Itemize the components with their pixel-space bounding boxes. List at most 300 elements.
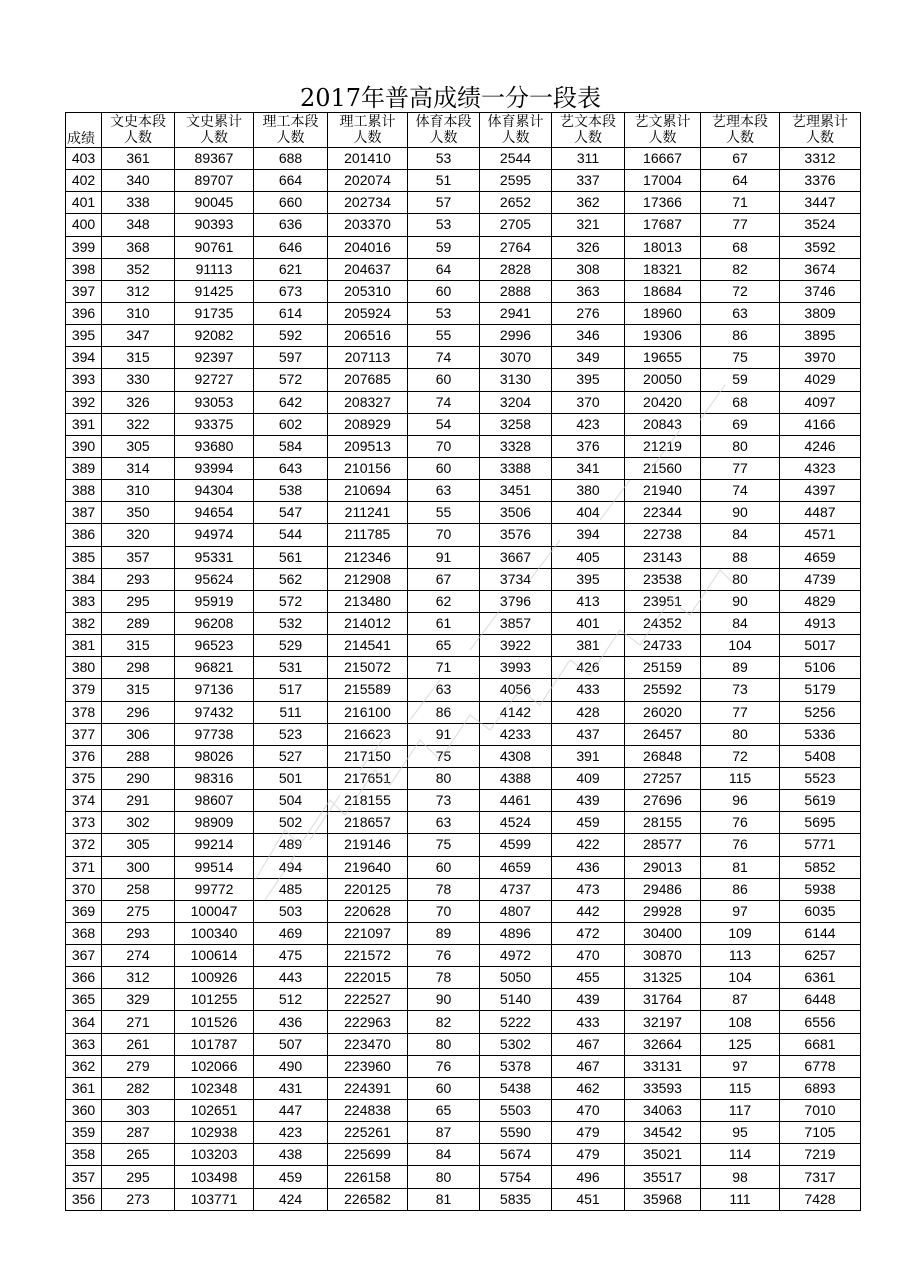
count-cell: 94304 — [175, 480, 254, 502]
count-cell: 5695 — [780, 812, 861, 834]
count-cell: 91735 — [175, 302, 254, 324]
count-cell: 59 — [408, 236, 480, 258]
count-cell: 5140 — [480, 989, 552, 1011]
count-cell: 31325 — [625, 967, 701, 989]
column-header-top: 艺文本段 — [560, 114, 616, 130]
count-cell: 204637 — [328, 258, 408, 280]
score-cell: 388 — [66, 480, 102, 502]
score-cell: 382 — [66, 612, 102, 634]
count-cell: 213480 — [328, 590, 408, 612]
count-cell: 70 — [408, 524, 480, 546]
score-cell: 385 — [66, 546, 102, 568]
count-cell: 114 — [701, 1144, 780, 1166]
count-cell: 517 — [254, 679, 328, 701]
count-cell: 98 — [701, 1166, 780, 1188]
count-cell: 547 — [254, 502, 328, 524]
count-cell: 94974 — [175, 524, 254, 546]
count-cell: 322 — [102, 413, 175, 435]
count-cell: 117 — [701, 1100, 780, 1122]
count-cell: 89367 — [175, 148, 254, 170]
count-cell: 100047 — [175, 900, 254, 922]
column-header-bottom: 人数 — [429, 130, 458, 146]
count-cell: 57 — [408, 192, 480, 214]
count-cell: 459 — [254, 1166, 328, 1188]
table-row — [66, 568, 861, 590]
count-cell: 473 — [552, 878, 625, 900]
count-cell: 26020 — [625, 701, 701, 723]
count-cell: 5771 — [780, 834, 861, 856]
count-cell: 3130 — [480, 369, 552, 391]
count-cell: 216623 — [328, 723, 408, 745]
column-header-top: 理工本段 — [262, 114, 319, 130]
count-cell: 204016 — [328, 236, 408, 258]
score-cell: 373 — [66, 812, 102, 834]
count-cell: 93375 — [175, 413, 254, 435]
count-cell: 97 — [701, 900, 780, 922]
count-cell: 401 — [552, 612, 625, 634]
count-cell: 261 — [102, 1033, 175, 1055]
table-row — [66, 635, 861, 657]
score-cell: 390 — [66, 435, 102, 457]
count-cell: 273 — [102, 1188, 175, 1210]
count-cell: 224838 — [328, 1100, 408, 1122]
count-cell: 422 — [552, 834, 625, 856]
count-cell: 472 — [552, 922, 625, 944]
count-cell: 7428 — [780, 1188, 861, 1210]
table-row — [66, 148, 861, 170]
count-cell: 288 — [102, 745, 175, 767]
score-cell: 387 — [66, 502, 102, 524]
count-cell: 5336 — [780, 723, 861, 745]
count-cell: 424 — [254, 1188, 328, 1210]
count-cell: 97 — [701, 1055, 780, 1077]
count-cell: 208929 — [328, 413, 408, 435]
count-cell: 78 — [408, 878, 480, 900]
count-cell: 7317 — [780, 1166, 861, 1188]
count-cell: 80 — [701, 723, 780, 745]
count-cell: 90393 — [175, 214, 254, 236]
count-cell: 208327 — [328, 391, 408, 413]
score-cell: 376 — [66, 745, 102, 767]
count-cell: 2941 — [480, 302, 552, 324]
count-cell: 357 — [102, 546, 175, 568]
count-cell: 6556 — [780, 1011, 861, 1033]
count-cell: 490 — [254, 1055, 328, 1077]
count-cell: 216100 — [328, 701, 408, 723]
count-cell: 4524 — [480, 812, 552, 834]
count-cell: 4142 — [480, 701, 552, 723]
count-cell: 439 — [552, 989, 625, 1011]
count-cell: 447 — [254, 1100, 328, 1122]
count-cell: 346 — [552, 325, 625, 347]
count-cell: 25159 — [625, 657, 701, 679]
score-cell: 392 — [66, 391, 102, 413]
column-header-bottom: 人数 — [353, 130, 382, 146]
count-cell: 315 — [102, 635, 175, 657]
count-cell: 3506 — [480, 502, 552, 524]
count-cell: 4246 — [780, 435, 861, 457]
count-cell: 329 — [102, 989, 175, 1011]
column-header — [552, 113, 625, 148]
count-cell: 312 — [102, 967, 175, 989]
count-cell: 3667 — [480, 546, 552, 568]
count-cell: 221097 — [328, 922, 408, 944]
count-cell: 5050 — [480, 967, 552, 989]
count-cell: 84 — [701, 524, 780, 546]
column-header — [408, 113, 480, 148]
score-cell: 374 — [66, 790, 102, 812]
count-cell: 210156 — [328, 457, 408, 479]
count-cell: 215589 — [328, 679, 408, 701]
table-row — [66, 391, 861, 413]
count-cell: 72 — [701, 280, 780, 302]
count-cell: 5438 — [480, 1077, 552, 1099]
count-cell: 293 — [102, 922, 175, 944]
count-cell: 4829 — [780, 590, 861, 612]
count-cell: 405 — [552, 546, 625, 568]
count-cell: 33131 — [625, 1055, 701, 1077]
score-cell: 365 — [66, 989, 102, 1011]
count-cell: 3592 — [780, 236, 861, 258]
count-cell: 3328 — [480, 435, 552, 457]
count-cell: 6144 — [780, 922, 861, 944]
count-cell: 86 — [701, 878, 780, 900]
count-cell: 70 — [408, 435, 480, 457]
count-cell: 59 — [701, 369, 780, 391]
count-cell: 34542 — [625, 1122, 701, 1144]
count-cell: 67 — [408, 568, 480, 590]
count-cell: 5408 — [780, 745, 861, 767]
table-row — [66, 546, 861, 568]
count-cell: 572 — [254, 369, 328, 391]
column-header-bottom: 人数 — [501, 130, 530, 146]
count-cell: 295 — [102, 1166, 175, 1188]
count-cell: 433 — [552, 1011, 625, 1033]
count-cell: 431 — [254, 1077, 328, 1099]
count-cell: 218155 — [328, 790, 408, 812]
count-cell: 376 — [552, 435, 625, 457]
count-cell: 5523 — [780, 767, 861, 789]
count-cell: 291 — [102, 790, 175, 812]
count-cell: 51 — [408, 170, 480, 192]
count-cell: 4323 — [780, 457, 861, 479]
score-cell: 395 — [66, 325, 102, 347]
count-cell: 26457 — [625, 723, 701, 745]
count-cell: 6681 — [780, 1033, 861, 1055]
column-header-top: 理工累计 — [339, 114, 396, 130]
count-cell: 19306 — [625, 325, 701, 347]
count-cell: 29928 — [625, 900, 701, 922]
count-cell: 4571 — [780, 524, 861, 546]
count-cell: 312 — [102, 280, 175, 302]
count-cell: 217150 — [328, 745, 408, 767]
count-cell: 102651 — [175, 1100, 254, 1122]
count-cell: 562 — [254, 568, 328, 590]
count-cell: 423 — [254, 1122, 328, 1144]
table-row — [66, 258, 861, 280]
column-header-bottom: 人数 — [648, 130, 677, 146]
count-cell: 109 — [701, 922, 780, 944]
table-row — [66, 524, 861, 546]
count-cell: 103498 — [175, 1166, 254, 1188]
count-cell: 341 — [552, 457, 625, 479]
count-cell: 98026 — [175, 745, 254, 767]
score-cell: 399 — [66, 236, 102, 258]
count-cell: 34063 — [625, 1100, 701, 1122]
score-cell: 379 — [66, 679, 102, 701]
column-header-bottom: 人数 — [200, 130, 228, 146]
count-cell: 3746 — [780, 280, 861, 302]
count-cell: 99772 — [175, 878, 254, 900]
count-cell: 96523 — [175, 635, 254, 657]
count-cell: 98316 — [175, 767, 254, 789]
table-row — [66, 1188, 861, 1210]
count-cell: 479 — [552, 1122, 625, 1144]
count-cell: 101787 — [175, 1033, 254, 1055]
score-cell: 402 — [66, 170, 102, 192]
count-cell: 95919 — [175, 590, 254, 612]
count-cell: 4308 — [480, 745, 552, 767]
count-cell: 86 — [408, 701, 480, 723]
count-cell: 65 — [408, 1100, 480, 1122]
table-row — [66, 701, 861, 723]
score-cell: 356 — [66, 1188, 102, 1210]
count-cell: 81 — [408, 1188, 480, 1210]
count-cell: 95624 — [175, 568, 254, 590]
count-cell: 290 — [102, 767, 175, 789]
count-cell: 25592 — [625, 679, 701, 701]
count-cell: 4487 — [780, 502, 861, 524]
count-cell: 89707 — [175, 170, 254, 192]
count-cell: 21940 — [625, 480, 701, 502]
column-header — [625, 113, 701, 148]
count-cell: 352 — [102, 258, 175, 280]
count-cell: 53 — [408, 302, 480, 324]
count-cell: 26848 — [625, 745, 701, 767]
count-cell: 111 — [701, 1188, 780, 1210]
count-cell: 362 — [552, 192, 625, 214]
count-cell: 298 — [102, 657, 175, 679]
count-cell: 321 — [552, 214, 625, 236]
count-cell: 310 — [102, 302, 175, 324]
column-header-top: 体育累计 — [487, 114, 544, 130]
count-cell: 361 — [102, 148, 175, 170]
count-cell: 31764 — [625, 989, 701, 1011]
table-row — [66, 767, 861, 789]
table-row — [66, 1011, 861, 1033]
table-row — [66, 1122, 861, 1144]
count-cell: 5619 — [780, 790, 861, 812]
count-cell: 21219 — [625, 435, 701, 457]
count-cell: 2764 — [480, 236, 552, 258]
count-cell: 103771 — [175, 1188, 254, 1210]
count-cell: 60 — [408, 1077, 480, 1099]
count-cell: 4388 — [480, 767, 552, 789]
count-cell: 222015 — [328, 967, 408, 989]
count-cell: 4972 — [480, 945, 552, 967]
count-cell: 87 — [701, 989, 780, 1011]
count-cell: 17366 — [625, 192, 701, 214]
count-cell: 90 — [408, 989, 480, 1011]
count-cell: 30400 — [625, 922, 701, 944]
count-cell: 302 — [102, 812, 175, 834]
count-cell: 3312 — [780, 148, 861, 170]
count-cell: 621 — [254, 258, 328, 280]
count-cell: 80 — [408, 767, 480, 789]
count-cell: 305 — [102, 435, 175, 457]
count-cell: 512 — [254, 989, 328, 1011]
count-cell: 75 — [408, 834, 480, 856]
count-cell: 642 — [254, 391, 328, 413]
table-row — [66, 435, 861, 457]
count-cell: 531 — [254, 657, 328, 679]
table-row — [66, 236, 861, 258]
count-cell: 4807 — [480, 900, 552, 922]
count-cell: 475 — [254, 945, 328, 967]
count-cell: 209513 — [328, 435, 408, 457]
table-row — [66, 1033, 861, 1055]
count-cell: 90 — [701, 590, 780, 612]
count-cell: 89 — [701, 657, 780, 679]
column-header-bottom: 人数 — [574, 130, 602, 146]
score-cell: 369 — [66, 900, 102, 922]
count-cell: 115 — [701, 767, 780, 789]
count-cell: 53 — [408, 148, 480, 170]
count-cell: 60 — [408, 280, 480, 302]
count-cell: 63 — [701, 302, 780, 324]
score-cell: 398 — [66, 258, 102, 280]
count-cell: 96 — [701, 790, 780, 812]
count-cell: 3204 — [480, 391, 552, 413]
column-header — [480, 113, 552, 148]
count-cell: 61 — [408, 612, 480, 634]
table-row — [66, 302, 861, 324]
count-cell: 71 — [408, 657, 480, 679]
count-cell: 75 — [408, 745, 480, 767]
count-cell: 63 — [408, 480, 480, 502]
count-cell: 5222 — [480, 1011, 552, 1033]
count-cell: 395 — [552, 369, 625, 391]
count-cell: 413 — [552, 590, 625, 612]
count-cell: 68 — [701, 236, 780, 258]
table-row — [66, 657, 861, 679]
count-cell: 90045 — [175, 192, 254, 214]
count-cell: 80 — [701, 568, 780, 590]
count-cell: 660 — [254, 192, 328, 214]
page-title: 2017年普高成绩一分一段表 — [299, 84, 602, 112]
count-cell: 214012 — [328, 612, 408, 634]
count-cell: 4397 — [780, 480, 861, 502]
column-header-bottom: 人数 — [124, 130, 152, 146]
count-cell: 494 — [254, 856, 328, 878]
count-cell: 368 — [102, 236, 175, 258]
count-cell: 88 — [701, 546, 780, 568]
count-cell: 23538 — [625, 568, 701, 590]
count-cell: 98607 — [175, 790, 254, 812]
count-cell: 33593 — [625, 1077, 701, 1099]
count-cell: 221572 — [328, 945, 408, 967]
count-cell: 3796 — [480, 590, 552, 612]
score-cell: 375 — [66, 767, 102, 789]
count-cell: 394 — [552, 524, 625, 546]
count-cell: 90 — [701, 502, 780, 524]
count-cell: 18013 — [625, 236, 701, 258]
column-header-top: 艺理本段 — [712, 114, 768, 130]
score-cell: 366 — [66, 967, 102, 989]
count-cell: 5256 — [780, 701, 861, 723]
count-cell: 125 — [701, 1033, 780, 1055]
count-cell: 80 — [408, 1033, 480, 1055]
count-cell: 310 — [102, 480, 175, 502]
count-cell: 24352 — [625, 612, 701, 634]
count-cell: 3734 — [480, 568, 552, 590]
count-cell: 95331 — [175, 546, 254, 568]
count-cell: 6361 — [780, 967, 861, 989]
count-cell: 504 — [254, 790, 328, 812]
count-cell: 462 — [552, 1077, 625, 1099]
column-header — [102, 113, 175, 148]
count-cell: 84 — [701, 612, 780, 634]
count-cell: 18960 — [625, 302, 701, 324]
count-cell: 428 — [552, 701, 625, 723]
count-cell: 470 — [552, 945, 625, 967]
count-cell: 6448 — [780, 989, 861, 1011]
count-cell: 7105 — [780, 1122, 861, 1144]
count-cell: 597 — [254, 347, 328, 369]
count-cell: 7010 — [780, 1100, 861, 1122]
count-cell: 92082 — [175, 325, 254, 347]
count-cell: 65 — [408, 635, 480, 657]
count-cell: 5674 — [480, 1144, 552, 1166]
count-cell: 436 — [552, 856, 625, 878]
column-header — [254, 113, 328, 148]
count-cell: 100614 — [175, 945, 254, 967]
count-cell: 4659 — [780, 546, 861, 568]
count-cell: 350 — [102, 502, 175, 524]
count-cell: 404 — [552, 502, 625, 524]
count-cell: 3895 — [780, 325, 861, 347]
table-row — [66, 856, 861, 878]
count-cell: 469 — [254, 922, 328, 944]
score-cell: 397 — [66, 280, 102, 302]
count-cell: 592 — [254, 325, 328, 347]
score-cell: 389 — [66, 457, 102, 479]
count-cell: 99514 — [175, 856, 254, 878]
count-cell: 5835 — [480, 1188, 552, 1210]
count-cell: 207685 — [328, 369, 408, 391]
count-cell: 20843 — [625, 413, 701, 435]
count-cell: 64 — [701, 170, 780, 192]
table-row — [66, 723, 861, 745]
count-cell: 6257 — [780, 945, 861, 967]
count-cell: 27257 — [625, 767, 701, 789]
count-cell: 2888 — [480, 280, 552, 302]
score-cell: 360 — [66, 1100, 102, 1122]
count-cell: 4461 — [480, 790, 552, 812]
count-cell: 330 — [102, 369, 175, 391]
column-header-bottom: 成绩 — [67, 131, 95, 147]
count-cell: 81 — [701, 856, 780, 878]
count-cell: 211241 — [328, 502, 408, 524]
score-cell: 400 — [66, 214, 102, 236]
count-cell: 95 — [701, 1122, 780, 1144]
table-row — [66, 1166, 861, 1188]
count-cell: 636 — [254, 214, 328, 236]
score-cell: 394 — [66, 347, 102, 369]
count-cell: 63 — [408, 679, 480, 701]
score-table — [65, 112, 861, 1211]
count-cell: 3674 — [780, 258, 861, 280]
